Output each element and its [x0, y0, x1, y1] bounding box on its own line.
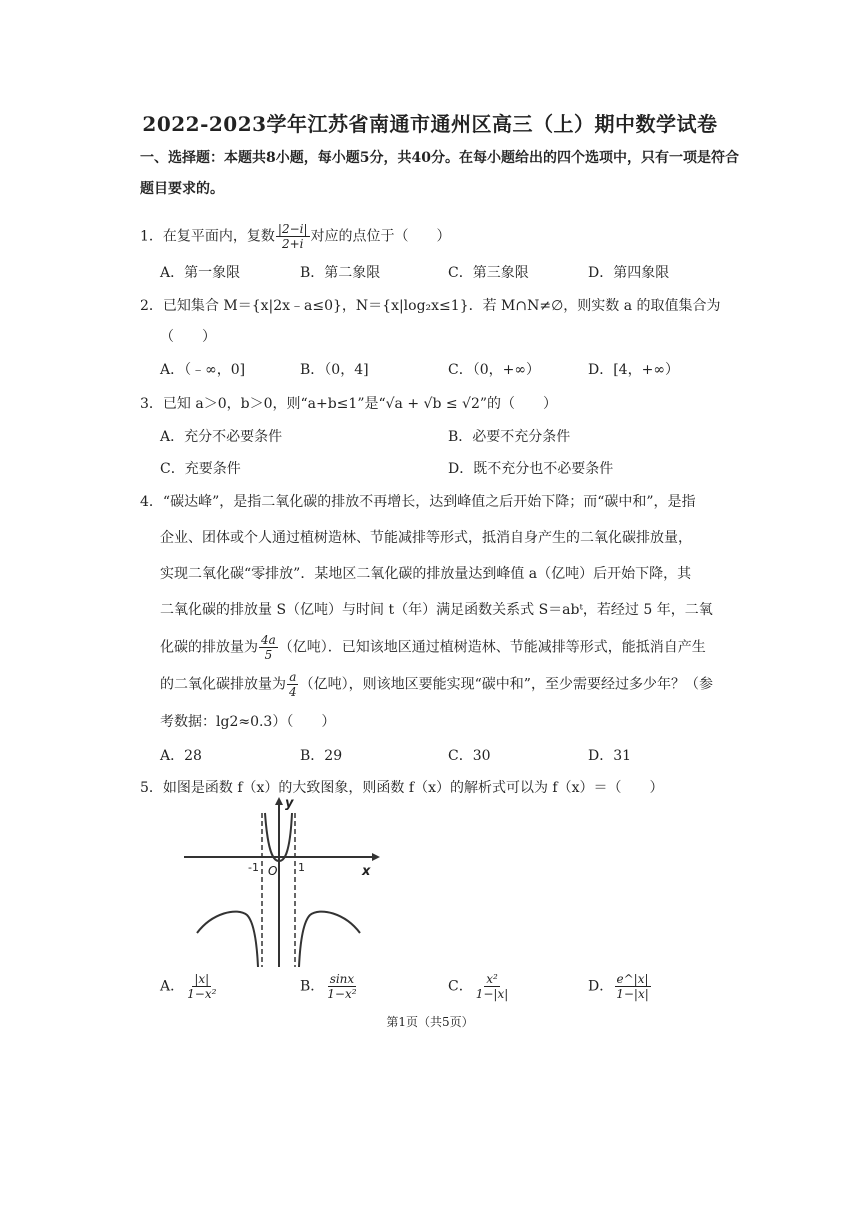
question-4-line2: 企业、团体或个人通过植树造林、节能减排等形式，抵消自身产生的二氧化碳排放量， — [160, 530, 692, 546]
q1-prefix: 1．在复平面内，复数 — [140, 228, 275, 245]
q5-option-b — [300, 972, 360, 1001]
q1-suffix: 对应的点位于（ ） — [310, 228, 451, 245]
q5-b-fraction — [325, 972, 358, 1001]
q1-option-a: A．第一象限 — [160, 265, 241, 281]
graph-label-y: y — [285, 796, 294, 811]
q5-c-fraction — [474, 972, 511, 1001]
q5-option-d — [588, 972, 652, 1001]
question-1 — [140, 222, 451, 251]
question-4-line1: 4．“碳达峰”，是指二氧化碳的排放不再增长，达到峰值之后开始下降；而“碳中和”，是指 — [140, 494, 696, 510]
graph-label-origin: O — [268, 864, 278, 878]
q1-option-d: D．第四象限 — [588, 265, 670, 281]
section-heading: 一、选择题：本题共8小题，每小题5分，共40分。在每小题给出的四个选项中，只有一项是符合题目要求的。 — [140, 150, 739, 197]
q5-b-den: 1−x² — [327, 987, 357, 1001]
q4-option-b: B．29 — [300, 748, 343, 764]
q1-frac-num: |2−i| — [277, 222, 308, 236]
q5-d-fraction — [614, 972, 651, 1001]
q3-option-a: A．充分不必要条件 — [160, 429, 283, 445]
question-2-line1: 2．已知集合 M＝{x|2x﹣a≤0}，N＝{x|log₂x≤1}．若 M∩N≠∅，则实数 a 的取值集合为 — [140, 298, 721, 314]
q5-option-a — [160, 972, 219, 1001]
question-4-line4: 二氧化碳的排放量 S（亿吨）与时间 t（年）满足函数关系式 S＝abᵗ，若经过 5 年，二氧 — [160, 602, 713, 618]
q1-option-b: B．第二象限 — [300, 265, 381, 281]
q1-option-c: C．第三象限 — [448, 265, 529, 281]
q4-l5-pre: 化碳的排放量为 — [160, 639, 258, 656]
page-title: 2022-2023学年江苏省南通市通州区高三（上）期中数学试卷 — [142, 112, 718, 136]
question-4-line6 — [160, 670, 713, 699]
page-footer: 第1页（共5页） — [386, 1015, 474, 1029]
q2-option-d: D．[4，+∞） — [588, 362, 679, 378]
q4-option-a: A．28 — [160, 748, 202, 764]
q4-l6-post: （亿吨），则该地区要能实现“碳中和”，至少需要经过多少年？（参 — [299, 676, 713, 693]
question-4-line7: 考数据：lg2≈0.3）（ ） — [160, 714, 336, 730]
question-5: 5．如图是函数 f（x）的大致图象，则函数 f（x）的解析式可以为 f（x）＝（ ） — [140, 780, 664, 796]
q2-option-a: A．（﹣∞，0] — [160, 362, 246, 378]
graph-label-x: x — [362, 864, 371, 879]
graph-label-neg1: -1 — [248, 861, 259, 874]
q5-a-fraction — [185, 972, 218, 1001]
q5-d-letter: D． — [588, 978, 614, 995]
q4-l5-num: 4a — [261, 633, 276, 647]
q4-option-d: D．31 — [588, 748, 632, 764]
q2-option-b: B．（0，4] — [300, 362, 369, 378]
curve-left — [197, 912, 258, 967]
q4-fraction-a4 — [287, 670, 299, 699]
q1-frac-den: 2+i — [281, 237, 304, 251]
q2-option-c: C．（0，+∞） — [448, 362, 541, 378]
q3-option-b: B．必要不充分条件 — [448, 429, 571, 445]
q5-c-den: 1−|x| — [475, 987, 509, 1001]
curve-right — [299, 912, 360, 967]
q4-l5-post: （亿吨）．已知该地区通过植树造林、节能减排等形式，能抵消自产生 — [278, 639, 706, 656]
graph-label-pos1: 1 — [298, 861, 305, 874]
q4-l5-den: 5 — [264, 648, 273, 662]
q4-l6-num: a — [289, 670, 297, 684]
q5-d-den: 1−|x| — [616, 987, 649, 1001]
q4-option-c: C．30 — [448, 748, 491, 764]
y-axis-arrow — [275, 797, 283, 805]
question-4-line3: 实现二氧化碳“零排放”．某地区二氧化碳的排放量达到峰值 a（亿吨）后开始下降，其 — [160, 566, 692, 582]
q5-a-letter: A． — [160, 978, 185, 995]
q4-fraction-4a5 — [259, 633, 278, 662]
q3-option-c: C．充要条件 — [160, 461, 241, 477]
q5-a-den: 1−x² — [187, 987, 217, 1001]
q1-fraction — [276, 222, 310, 251]
q5-c-letter: C． — [448, 978, 473, 995]
question-4-line5 — [160, 633, 706, 662]
q3-option-d: D．既不充分也不必要条件 — [448, 461, 614, 477]
q4-l6-pre: 的二氧化碳排放量为 — [160, 676, 286, 693]
q5-b-letter: B． — [300, 978, 325, 995]
q5-d-num: e^|x| — [616, 972, 649, 986]
q4-l6-den: 4 — [289, 685, 297, 699]
x-axis-arrow — [372, 853, 380, 861]
q5-b-num: sinx — [329, 972, 355, 986]
q5-a-num: |x| — [194, 972, 210, 986]
function-graph — [182, 795, 382, 970]
q5-c-num: x² — [486, 972, 498, 986]
question-3: 3．已知 a＞0，b＞0，则“a+b≤1”是“√a + √b ≤ √2”的（ ） — [140, 396, 558, 412]
question-2-line2: （ ） — [160, 329, 216, 345]
q5-option-c — [448, 972, 511, 1001]
